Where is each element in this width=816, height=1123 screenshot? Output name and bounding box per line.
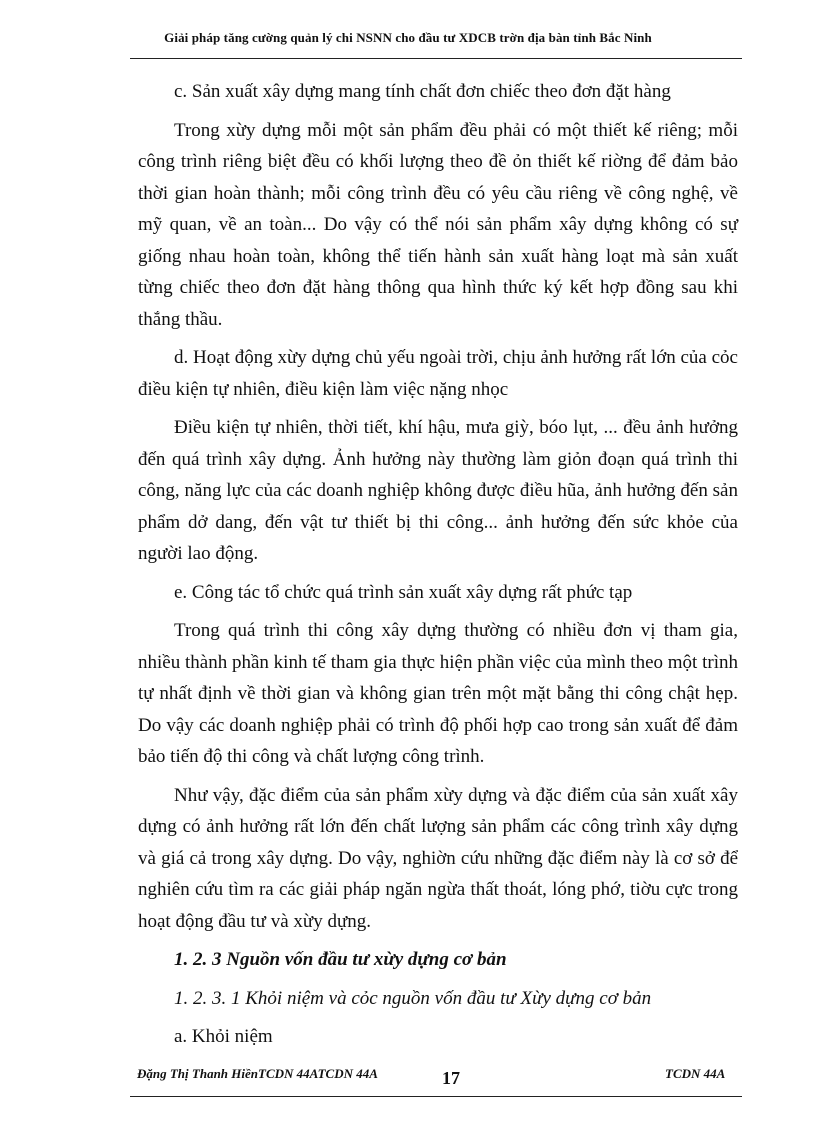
section-heading: 1. 2. 3 Nguồn vốn đầu tư xừy dựng cơ bản	[174, 949, 507, 970]
paragraph-d-body: Điều kiện tự nhiên, thời tiết, khí hậu, mưa giỳ, bóo lụt, ... đều ảnh hưởng đến quá trình xây dựng. Ảnh hưởng này thường làm giỏn đoạn quá trình thi công, năng lực của các doanh nghiệp không được điều hũa, ảnh hưởng đến sản phẩm dở dang, đến vật tư thiết bị thi công... ảnh hưởng đến sức khỏe của người lao động.	[138, 417, 738, 564]
paragraph-summary: Như vậy, đặc điểm của sản phẩm xừy dựng và đặc điểm của sản xuất xây dựng có ảnh hưởng rất lớn đến chất lượng sản phẩm các công trình xây dựng và giá cả trong xây dựng. Do vậy, nghiờn cứu những đặc điểm này là cơ sở để nghiên cứu tìm ra các giải pháp ngăn ngừa thất thoát, lóng phớ, tiờu cực trong hoạt động đầu tư và xừy dựng.	[138, 784, 738, 932]
page-number: 17	[442, 1068, 460, 1088]
footer-class-label: TCDN 44A	[665, 1066, 726, 1081]
subsection-heading: 1. 2. 3. 1 Khỏi niệm và cỏc nguồn vốn đầu tư Xừy dựng cơ bản	[174, 987, 652, 1009]
page-body	[138, 76, 738, 1060]
subsection-e-title: e. Công tác tổ chức quá trình sản xuất xây dựng rất phức tạp	[174, 581, 633, 603]
paragraph-e-body: Trong quá trình thi công xây dựng thường có nhiều đơn vị tham gia, nhiều thành phần kinh tế tham gia thực hiện phần việc của mình theo một trình tự nhất định về thời gian và không gian trên một mặt bằng thi công chật hẹp. Do vậy các doanh nghiệp phải có trình độ phối hợp cao trong sản xuất để đảm bảo tiến độ thi công và chất lượng công trình.	[138, 620, 738, 767]
footer-divider	[130, 1096, 742, 1097]
page-footer	[0, 1066, 816, 1090]
running-header: Giải pháp tăng cường quản lý chi NSNN cho đầu tư XDCB trờn địa bàn tỉnh Bắc Ninh	[164, 30, 652, 45]
item-a-title: a. Khỏi niệm	[174, 1026, 273, 1047]
subsection-d-title: d. Hoạt động xừy dựng chủ yếu ngoài trời, chịu ảnh hưởng rất lớn của cỏc điều kiện tự nhiên, điều kiện làm việc nặng nhọc	[138, 347, 738, 400]
header-divider	[130, 58, 742, 59]
subsection-c-title: c. Sản xuất xây dựng mang tính chất đơn chiếc theo đơn đặt hàng	[174, 81, 671, 102]
paragraph-c-body: Trong xừy dựng mỗi một sản phẩm đều phải có một thiết kế riêng; mỗi công trình riêng biệt đều có khối lượng theo đề ỏn thiết kế riờng để đảm bảo thời gian hoàn thành; mỗi công trình đều có yêu cầu riêng về công nghệ, về mỹ quan, về an toàn... Do vậy có thể nói sản phẩm xây dựng không có sự giống nhau hoàn toàn, không thể tiến hành sản xuất hàng loạt mà sản xuất từng chiếc theo đơn đặt hàng thông qua hình thức ký kết hợp đồng sau khi thắng thầu.	[138, 119, 738, 330]
footer-author: Đặng Thị Thanh HiềnTCDN 44ATCDN 44A	[137, 1066, 378, 1081]
